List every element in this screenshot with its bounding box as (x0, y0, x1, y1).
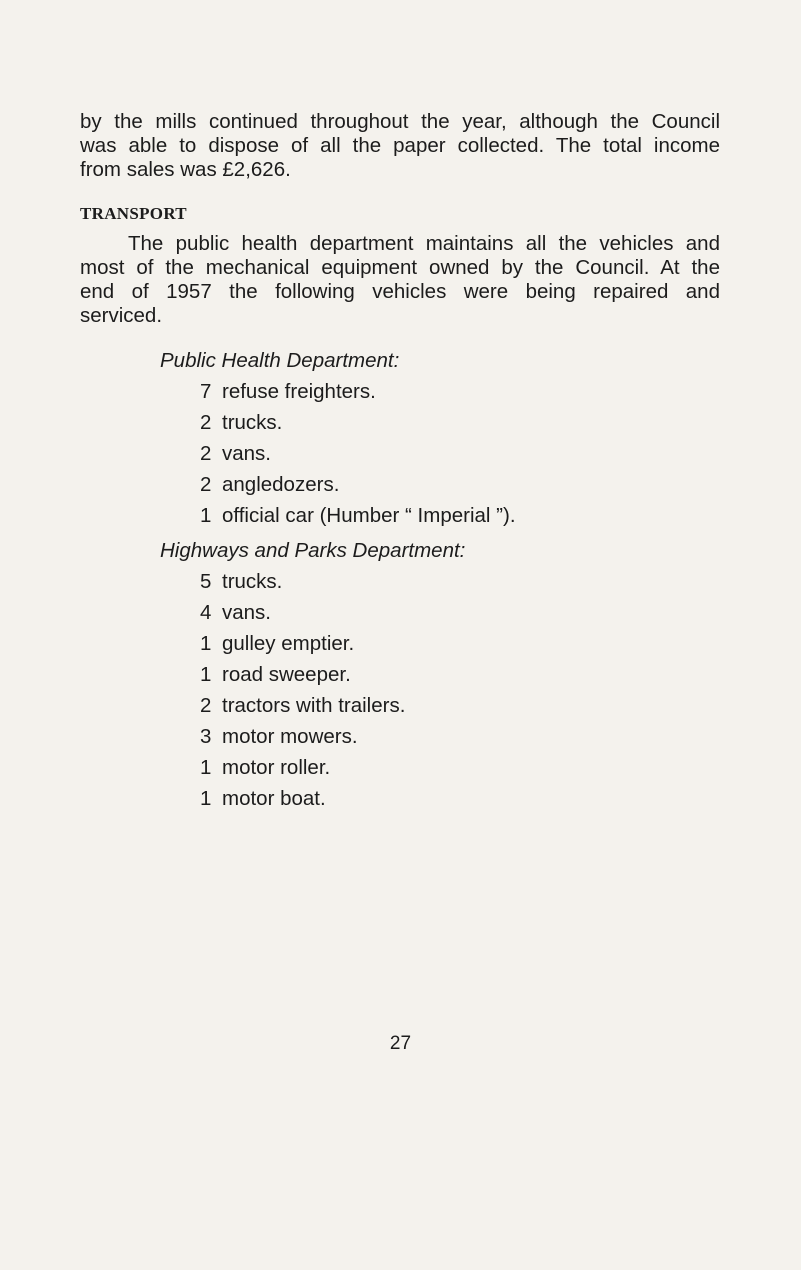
item-label: motor roller. (222, 756, 331, 779)
list-item (200, 504, 516, 535)
item-label: trucks. (222, 411, 283, 434)
list-item (200, 632, 405, 663)
item-label: refuse freighters. (222, 380, 376, 403)
item-quantity: 1 (200, 663, 212, 686)
highways-title: Highways and Parks Department: (160, 539, 466, 562)
list-item (200, 725, 405, 756)
page-number: 27 (389, 1033, 412, 1054)
list-item (200, 473, 516, 504)
item-label: vans. (222, 601, 271, 624)
paragraph-line: was able to dispose of all the paper collected. The total income (80, 134, 720, 157)
item-label: official car (Humber “ Imperial ”). (222, 504, 516, 527)
section-heading: TRANSPORT (80, 204, 187, 223)
item-label: motor boat. (222, 787, 326, 810)
item-quantity: 1 (200, 504, 212, 527)
item-label: angledozers. (222, 473, 340, 496)
list-item (200, 694, 405, 725)
list-item (200, 756, 405, 787)
item-quantity: 2 (200, 473, 212, 496)
item-label: tractors with trailers. (222, 694, 406, 717)
item-quantity: 1 (200, 787, 212, 810)
list-item (200, 663, 405, 694)
item-label: motor mowers. (222, 725, 358, 748)
list-item (200, 601, 405, 632)
item-quantity: 2 (200, 442, 212, 465)
paragraph-line: The public health department maintains all the vehicles and (128, 232, 720, 255)
item-label: road sweeper. (222, 663, 351, 686)
item-quantity: 1 (200, 632, 212, 655)
paragraph-line: most of the mechanical equipment owned by the Council. At the (80, 256, 720, 279)
item-quantity: 3 (200, 725, 212, 748)
item-quantity: 7 (200, 380, 212, 403)
item-quantity: 2 (200, 694, 212, 717)
list-item (200, 442, 516, 473)
list-item (200, 380, 516, 411)
item-label: gulley emptier. (222, 632, 355, 655)
item-quantity: 5 (200, 570, 212, 593)
paragraph-line: from sales was £2,626. (80, 158, 291, 181)
item-quantity: 1 (200, 756, 212, 779)
transport-paragraph (80, 232, 720, 328)
list-item (200, 570, 405, 601)
item-quantity: 2 (200, 411, 212, 434)
highways-vehicle-list (200, 570, 405, 818)
paragraph-line: end of 1957 the following vehicles were being repaired and (80, 280, 720, 303)
item-label: trucks. (222, 570, 283, 593)
paragraph-line: by the mills continued throughout the year, although the Council (80, 110, 720, 133)
intro-paragraph (80, 110, 720, 182)
list-item (200, 411, 516, 442)
paragraph-line: serviced. (80, 304, 163, 327)
public-health-title: Public Health Department: (160, 349, 400, 372)
item-quantity: 4 (200, 601, 212, 624)
item-label: vans. (222, 442, 271, 465)
list-item (200, 787, 405, 818)
public-health-vehicle-list (200, 380, 516, 535)
